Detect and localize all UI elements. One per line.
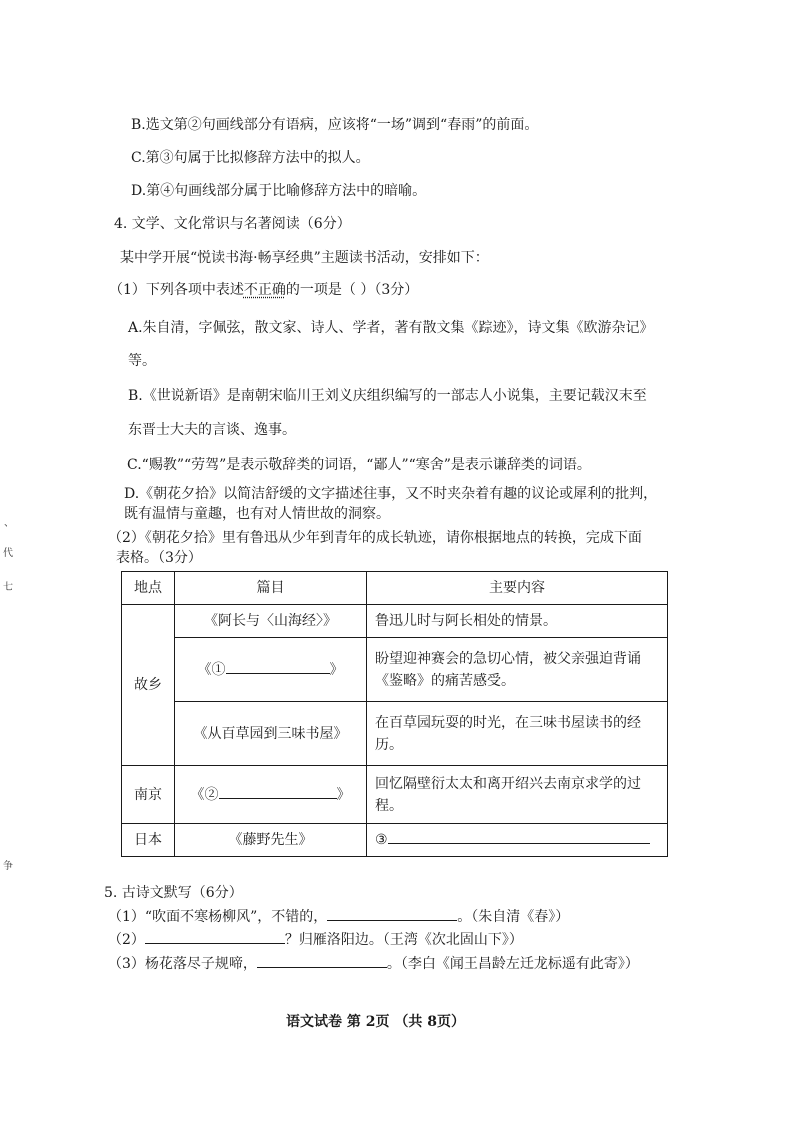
q4-option-b-line1: B.《世说新语》是南朝宋临川王刘义庆组织编写的一部志人小说集，主要记载汉末至 (128, 388, 647, 404)
table-cell-title: 《藤野先生》 (175, 824, 367, 857)
table-row (122, 702, 668, 766)
q4-option-a-line2: 等。 (128, 353, 156, 369)
blank-1-line[interactable] (226, 659, 330, 674)
table-cell-content-blank-3 (367, 824, 668, 857)
q5-line3 (108, 953, 639, 974)
table-row (122, 638, 668, 702)
margin-mark: 争 (3, 861, 13, 872)
q4-intro: 某中学开展“悦读书海·畅享经典”主题读书活动，安排如下： (120, 250, 489, 266)
blank-2-line[interactable] (219, 784, 337, 799)
q5-line2 (108, 929, 523, 950)
blank-3-mark: ③ (375, 832, 388, 848)
q4-sub1-prefix: （1）下列各项中表述 (109, 282, 244, 298)
q3-option-c: C.第③句属于比拟修辞方法中的拟人。 (131, 150, 370, 166)
table-cell-place-nanjing: 南京 (122, 766, 175, 824)
content-line: 《鉴略》的痛苦感受。 (375, 672, 515, 689)
q4-heading: 4. 文学、文化常识与名著阅读（6分） (114, 216, 351, 232)
table-cell-content (367, 766, 668, 824)
table-cell-title: 《阿长与〈山海经〉》 (175, 605, 367, 638)
blank-2-close: 》 (336, 786, 351, 803)
q5-line2-suffix: ？归雁洛阳边。（王湾《次北固山下》） (284, 932, 523, 948)
q5-blank-2[interactable] (145, 929, 285, 944)
q4-sub1-emphasis: 不正确 (243, 282, 286, 298)
blank-3-line[interactable] (388, 829, 650, 844)
q5-blank-3[interactable] (257, 953, 387, 968)
content-line: 历。 (375, 736, 403, 753)
q5-line1 (108, 906, 569, 927)
margin-mark: 七 (3, 582, 13, 593)
q4-option-d-line2: 既有温情与童趣，也有对人情世故的洞察。 (124, 506, 390, 522)
table-cell-place-hometown: 故乡 (122, 605, 175, 766)
table-row (122, 824, 668, 857)
q4-option-b-line2: 东晋士大夫的言谈、逸事。 (128, 422, 296, 438)
blank-1-close: 》 (329, 661, 344, 678)
table-cell-content (367, 702, 668, 766)
reading-table (121, 571, 668, 857)
blank-2-open: 《② (190, 786, 219, 803)
table-cell-title-blank-2 (175, 766, 367, 824)
table-cell-title: 《从百草园到三味书屋》 (175, 702, 367, 766)
content-line: 程。 (375, 797, 403, 814)
q5-line1-suffix: 。（朱自清《春》） (457, 909, 570, 925)
q5-line3-suffix: 。（李白《闻王昌龄左迁龙标遥有此寄》） (386, 956, 639, 972)
table-row (122, 766, 668, 824)
q5-line3-prefix: （3）杨花落尽子规啼， (108, 956, 257, 972)
q4-option-c: C.“赐教”“劳驾”是表示敬辞类的词语，“鄙人”“寒舍”是表示谦辞类的词语。 (127, 457, 591, 473)
q4-option-d-line1: D.《朝花夕拾》以简洁舒缓的文字描述往事，又不时夹杂着有趣的议论或犀利的批判， (124, 486, 658, 502)
table-row (122, 605, 668, 638)
q5-heading: 5. 古诗文默写（6分） (104, 885, 243, 901)
table-header-title: 篇目 (175, 572, 367, 605)
q5-line1-prefix: （1）“吹面不寒杨柳风”，不错的， (108, 909, 328, 925)
table-header-place: 地点 (122, 572, 175, 605)
q5-blank-1[interactable] (327, 906, 457, 921)
blank-1-open: 《① (197, 661, 226, 678)
content-line: 盼望迎神赛会的急切心情，被父亲强迫背诵 (375, 650, 641, 667)
table-header-content: 主要内容 (367, 572, 668, 605)
table-cell-content: 鲁迅儿时与阿长相处的情景。 (367, 605, 668, 638)
table-cell-title-blank-1 (175, 638, 367, 702)
q3-option-b: B.选文第②句画线部分有语病，应该将“一场”调到“春雨”的前面。 (131, 117, 539, 133)
content-line: 在百草园玩耍的时光，在三味书屋读书的经 (375, 714, 641, 731)
table-header-row (122, 572, 668, 605)
margin-mark: 、 (4, 518, 14, 529)
q5-line2-prefix: （2） (108, 932, 145, 948)
table-cell-place-japan: 日本 (122, 824, 175, 857)
q4-sub2-line2: 表格。（3分） (116, 550, 202, 566)
q4-sub2-line1: （2）《朝花夕拾》里有鲁迅从少年到青年的成长轨迹，请你根据地点的转换，完成下面 (108, 530, 642, 546)
margin-mark: 代 (3, 548, 13, 559)
q3-option-d: D.第④句画线部分属于比喻修辞方法中的暗喻。 (131, 183, 427, 199)
table-cell-content (367, 638, 668, 702)
page-footer: 语文试卷 第 2页 （共 8页） (286, 1014, 465, 1030)
q4-sub1-stem (109, 280, 418, 300)
content-line: 回忆隔壁衍太太和离开绍兴去南京求学的过 (375, 775, 641, 792)
q4-option-a-line1: A.朱自清，字佩弦，散文家、诗人、学者，著有散文集《踪迹》，诗文集《欧游杂记》 (128, 320, 654, 336)
q4-sub1-suffix: 的一项是（ ）（3分） (285, 282, 419, 298)
